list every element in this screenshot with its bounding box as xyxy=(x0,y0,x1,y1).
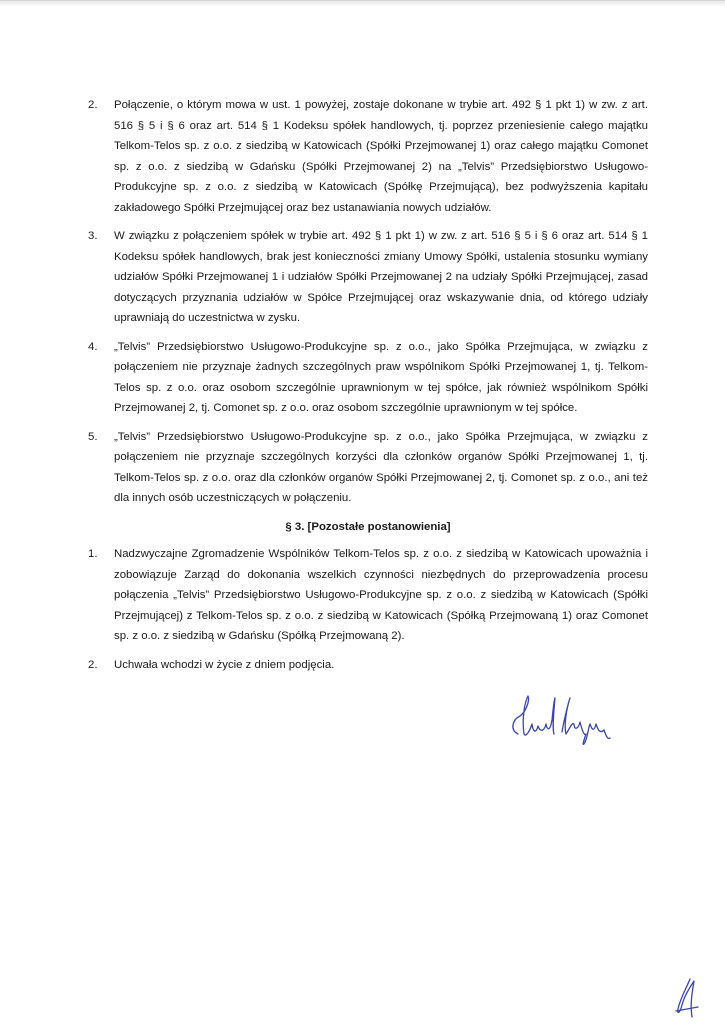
list-item xyxy=(88,544,648,647)
item-text: „Telvis” Przedsiębiorstwo Usługowo-Produkcyjne sp. z o.o., jako Spółka Przejmująca, w związku z połączeniem nie przyznaje żadnych szczególnych praw wspólnikom Spółki Przejmowanej 1, tj. Telkom-Telos sp. z o.o. oraz osobom szczególnie uprawnionym w tej spółce, jak również wspólnikom Spółki Przejmowanej 2, tj. Comonet sp. z o.o. oraz osobom szczególnie uprawnionym w tej spółce. xyxy=(114,340,648,414)
item-number: 5. xyxy=(88,430,98,443)
item-number: 4. xyxy=(88,340,98,353)
list-item xyxy=(88,655,648,676)
item-number: 1. xyxy=(88,548,98,560)
list-item xyxy=(88,427,648,509)
list-item xyxy=(88,95,648,218)
page-top-edge xyxy=(0,0,725,7)
item-text: Nadzwyczajne Zgromadzenie Wspólników Telkom-Telos sp. z o.o. z siedzibą w Katowicach upoważnia i zobowiązuje Zarząd do dokonania wszelkich czynności niezbędnych do przeprowadzenia procesu połączenia „Telvis” Przedsiębiorstwo Usługowo-Produkcyjne sp. z o.o. z siedzibą w Katowicach (Spółki Przejmującej) z Telkom-Telos sp. z o.o. z siedzibą w Katowicach (Spółką Przejmowaną 1) oraz Comonet sp. z o.o. z siedzibą w Gdańsku (Spółką Przejmowaną 2). xyxy=(114,548,648,642)
list-item xyxy=(88,226,648,329)
item-text: Uchwała wchodzi w życie z dniem podjęcia. xyxy=(114,658,335,671)
item-text: „Telvis” Przedsiębiorstwo Usługowo-Produkcyjne sp. z o.o., jako Spółka Przejmująca, w związku z połączeniem nie przyznaje szczególnych korzyści dla członków organów Spółki Przejmowanej 1, tj. Telkom-Telos sp. z o.o. oraz dla członków organów Spółki Przejmowanej 2, tj. Comonet sp. z o.o., ani też dla innych osób uczestniczących w połączeniu. xyxy=(114,430,648,504)
item-text: W związku z połączeniem spółek w trybie art. 492 § 1 pkt 1) w zw. z art. 516 § 5 i § 6 oraz art. 514 § 1 Kodeksu spółek handlowych, brak jest konieczności zmiany Umowy Spółki, ustalenia stosunku wymiany udziałów Spółki Przejmowanej 1 i udziałów Spółki Przejmowanej 2 na udziały Spółki Przejmującej, zasad dotyczących przyznania udziałów w Spółce Przejmującej oraz wskazywanie dnia, od którego udziały uprawniają do uczestnictwa w zysku. xyxy=(114,230,648,324)
handwritten-signature xyxy=(500,690,620,750)
item-number: 2. xyxy=(88,658,98,671)
handwritten-initial xyxy=(672,975,702,1020)
item-number: 3. xyxy=(88,230,98,242)
document-body xyxy=(88,95,648,683)
item-text: Połączenie, o którym mowa w ust. 1 powyżej, zostaje dokonane w trybie art. 492 § 1 pkt 1) w zw. z art. 516 § 5 i § 6 oraz art. 514 § 1 Kodeksu spółek handlowych, tj. poprzez przeniesienie całego majątku Telkom-Telos sp. z o.o. z siedzibą w Katowicach (Spółki Przejmowanej 1) oraz całego majątku Comonet sp. z o.o. z siedzibą w Gdańsku (Spółki Przejmowanej 2) na „Telvis” Przedsiębiorstwo Usługowo-Produkcyjne sp. z o.o. z siedzibą w Katowicach (Spółkę Przejmującą), bez podwyższenia kapitału zakładowego Spółki Przejmującej oraz bez ustanawiania nowych udziałów. xyxy=(114,99,648,214)
section-heading: § 3. [Pozostałe postanowienia] xyxy=(285,520,451,533)
list-item xyxy=(88,337,648,419)
item-number: 2. xyxy=(88,99,98,111)
initial-stroke xyxy=(676,979,698,1017)
signature-stroke xyxy=(513,696,610,744)
